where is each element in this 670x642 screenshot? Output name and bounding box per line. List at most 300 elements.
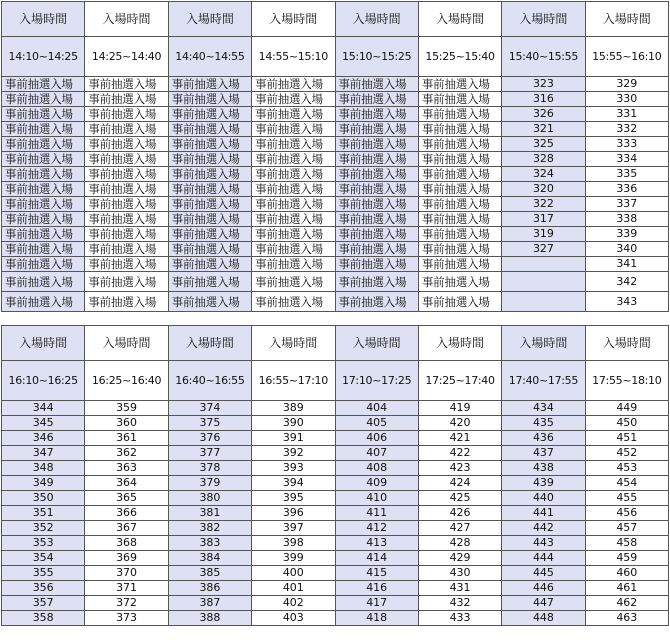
table-cell: 事前抽選入場 bbox=[252, 227, 335, 242]
table-cell: 384 bbox=[168, 551, 251, 566]
table-cell: 374 bbox=[168, 401, 251, 416]
table-row bbox=[2, 257, 669, 272]
table-cell: 事前抽選入場 bbox=[85, 152, 168, 167]
table-cell: 事前抽選入場 bbox=[252, 137, 335, 152]
table-cell: 458 bbox=[585, 536, 668, 551]
table-cell: 369 bbox=[85, 551, 168, 566]
header-row bbox=[2, 326, 669, 361]
table-cell: 418 bbox=[335, 611, 418, 626]
table-cell: 454 bbox=[585, 476, 668, 491]
table-cell: 371 bbox=[85, 581, 168, 596]
table-cell: 322 bbox=[502, 197, 585, 212]
table-cell: 事前抽選入場 bbox=[2, 272, 85, 292]
table-cell: 407 bbox=[335, 446, 418, 461]
table-cell: 364 bbox=[85, 476, 168, 491]
table-cell: 367 bbox=[85, 521, 168, 536]
table-cell: 346 bbox=[2, 431, 85, 446]
table-cell: 400 bbox=[252, 566, 335, 581]
table-cell: 427 bbox=[418, 521, 501, 536]
table-row bbox=[2, 152, 669, 167]
table-cell: 415 bbox=[335, 566, 418, 581]
header-row bbox=[2, 2, 669, 37]
table-row bbox=[2, 536, 669, 551]
table-row bbox=[2, 416, 669, 431]
table-row bbox=[2, 611, 669, 626]
table-cell: 375 bbox=[168, 416, 251, 431]
table-cell: 事前抽選入場 bbox=[252, 92, 335, 107]
table-cell: 事前抽選入場 bbox=[2, 122, 85, 137]
table-cell: 事前抽選入場 bbox=[335, 107, 418, 122]
table-cell: 425 bbox=[418, 491, 501, 506]
table-cell: 432 bbox=[418, 596, 501, 611]
table-cell: 383 bbox=[168, 536, 251, 551]
table-cell: 事前抽選入場 bbox=[335, 152, 418, 167]
table-cell: 事前抽選入場 bbox=[335, 227, 418, 242]
table-cell: 354 bbox=[2, 551, 85, 566]
table-cell: 事前抽選入場 bbox=[2, 107, 85, 122]
table-cell: 390 bbox=[252, 416, 335, 431]
table-cell: 事前抽選入場 bbox=[168, 92, 251, 107]
table-cell: 395 bbox=[252, 491, 335, 506]
table-cell: 330 bbox=[585, 92, 668, 107]
table-cell: 389 bbox=[252, 401, 335, 416]
table-cell: 403 bbox=[252, 611, 335, 626]
table-cell: 事前抽選入場 bbox=[85, 197, 168, 212]
table-cell: 事前抽選入場 bbox=[85, 227, 168, 242]
table-cell: 349 bbox=[2, 476, 85, 491]
time-slot: 14:40~14:55 bbox=[168, 37, 251, 77]
time-slot: 15:10~15:25 bbox=[335, 37, 418, 77]
table-cell: 事前抽選入場 bbox=[168, 257, 251, 272]
table-row bbox=[2, 212, 669, 227]
table-cell: 事前抽選入場 bbox=[335, 212, 418, 227]
table-cell: 事前抽選入場 bbox=[85, 257, 168, 272]
table-cell: 事前抽選入場 bbox=[168, 137, 251, 152]
table-cell: 事前抽選入場 bbox=[418, 167, 501, 182]
table-cell bbox=[502, 272, 585, 292]
table-cell: 461 bbox=[585, 581, 668, 596]
table-row bbox=[2, 401, 669, 416]
table-row bbox=[2, 596, 669, 611]
table-cell: 453 bbox=[585, 461, 668, 476]
time-slot: 17:40~17:55 bbox=[502, 361, 585, 401]
table-cell: 事前抽選入場 bbox=[252, 242, 335, 257]
table-cell: 379 bbox=[168, 476, 251, 491]
table-cell: 429 bbox=[418, 551, 501, 566]
table-cell: 430 bbox=[418, 566, 501, 581]
table-row bbox=[2, 292, 669, 312]
table-cell: 348 bbox=[2, 461, 85, 476]
table-cell: 事前抽選入場 bbox=[335, 242, 418, 257]
table-cell: 428 bbox=[418, 536, 501, 551]
table-cell: 事前抽選入場 bbox=[252, 197, 335, 212]
table-cell: 378 bbox=[168, 461, 251, 476]
table-cell: 事前抽選入場 bbox=[85, 212, 168, 227]
table-cell: 事前抽選入場 bbox=[418, 227, 501, 242]
schedule-table-1 bbox=[1, 1, 669, 312]
table-cell: 事前抽選入場 bbox=[418, 182, 501, 197]
table-cell: 事前抽選入場 bbox=[2, 92, 85, 107]
table-cell: 325 bbox=[502, 137, 585, 152]
table-cell: 451 bbox=[585, 431, 668, 446]
table-cell: 443 bbox=[502, 536, 585, 551]
table-cell: 事前抽選入場 bbox=[168, 152, 251, 167]
table-cell: 353 bbox=[2, 536, 85, 551]
table-cell: 437 bbox=[502, 446, 585, 461]
table-cell: 335 bbox=[585, 167, 668, 182]
column-header: 入場時間 bbox=[418, 326, 501, 361]
table-cell: 320 bbox=[502, 182, 585, 197]
table-cell: 414 bbox=[335, 551, 418, 566]
table-cell: 事前抽選入場 bbox=[335, 182, 418, 197]
table-cell: 393 bbox=[252, 461, 335, 476]
table-cell: 327 bbox=[502, 242, 585, 257]
table-cell: 事前抽選入場 bbox=[418, 137, 501, 152]
time-slot: 17:25~17:40 bbox=[418, 361, 501, 401]
table-cell: 436 bbox=[502, 431, 585, 446]
table-row bbox=[2, 491, 669, 506]
table-cell: 317 bbox=[502, 212, 585, 227]
table-cell: 331 bbox=[585, 107, 668, 122]
table-cell: 442 bbox=[502, 521, 585, 536]
time-slot: 14:25~14:40 bbox=[85, 37, 168, 77]
table-cell: 373 bbox=[85, 611, 168, 626]
column-header: 入場時間 bbox=[335, 2, 418, 37]
table-cell: 事前抽選入場 bbox=[168, 212, 251, 227]
table-cell: 435 bbox=[502, 416, 585, 431]
table-cell: 402 bbox=[252, 596, 335, 611]
table-cell: 事前抽選入場 bbox=[2, 167, 85, 182]
table-cell: 426 bbox=[418, 506, 501, 521]
table-cell: 事前抽選入場 bbox=[85, 182, 168, 197]
table-cell: 342 bbox=[585, 272, 668, 292]
time-slot: 15:40~15:55 bbox=[502, 37, 585, 77]
table-cell: 事前抽選入場 bbox=[85, 137, 168, 152]
table-cell: 336 bbox=[585, 182, 668, 197]
table-cell: 416 bbox=[335, 581, 418, 596]
table-cell: 事前抽選入場 bbox=[168, 242, 251, 257]
time-slot: 16:10~16:25 bbox=[2, 361, 85, 401]
table-cell: 337 bbox=[585, 197, 668, 212]
table-row bbox=[2, 446, 669, 461]
table-cell: 388 bbox=[168, 611, 251, 626]
table-cell: 事前抽選入場 bbox=[168, 292, 251, 312]
table-cell: 376 bbox=[168, 431, 251, 446]
table-cell: 事前抽選入場 bbox=[2, 197, 85, 212]
time-slot: 17:10~17:25 bbox=[335, 361, 418, 401]
table-cell: 事前抽選入場 bbox=[85, 242, 168, 257]
table-cell: 333 bbox=[585, 137, 668, 152]
column-header: 入場時間 bbox=[418, 2, 501, 37]
column-header: 入場時間 bbox=[85, 2, 168, 37]
table-row bbox=[2, 242, 669, 257]
table-cell: 事前抽選入場 bbox=[85, 167, 168, 182]
table-cell: 事前抽選入場 bbox=[2, 152, 85, 167]
table-cell: 事前抽選入場 bbox=[252, 272, 335, 292]
column-header: 入場時間 bbox=[168, 2, 251, 37]
table-cell: 323 bbox=[502, 77, 585, 92]
table-cell: 345 bbox=[2, 416, 85, 431]
table-cell: 事前抽選入場 bbox=[252, 167, 335, 182]
column-header: 入場時間 bbox=[252, 326, 335, 361]
table-cell: 411 bbox=[335, 506, 418, 521]
schedule-table-2 bbox=[1, 325, 669, 626]
time-slot: 15:25~15:40 bbox=[418, 37, 501, 77]
table-cell: 397 bbox=[252, 521, 335, 536]
table-cell: 事前抽選入場 bbox=[335, 272, 418, 292]
table-cell: 351 bbox=[2, 506, 85, 521]
table-row bbox=[2, 506, 669, 521]
table-cell: 事前抽選入場 bbox=[418, 257, 501, 272]
table-cell: 事前抽選入場 bbox=[168, 77, 251, 92]
column-header: 入場時間 bbox=[502, 2, 585, 37]
table-cell: 334 bbox=[585, 152, 668, 167]
time-slot-row bbox=[2, 361, 669, 401]
table-cell: 424 bbox=[418, 476, 501, 491]
time-slot: 16:55~17:10 bbox=[252, 361, 335, 401]
table-cell: 事前抽選入場 bbox=[85, 77, 168, 92]
table-cell: 359 bbox=[85, 401, 168, 416]
table-cell: 事前抽選入場 bbox=[418, 122, 501, 137]
table-cell: 398 bbox=[252, 536, 335, 551]
table-cell: 事前抽選入場 bbox=[418, 242, 501, 257]
table-cell: 事前抽選入場 bbox=[418, 77, 501, 92]
column-header: 入場時間 bbox=[252, 2, 335, 37]
table-cell: 事前抽選入場 bbox=[168, 272, 251, 292]
table-cell: 事前抽選入場 bbox=[335, 167, 418, 182]
table-cell: 434 bbox=[502, 401, 585, 416]
table-cell: 事前抽選入場 bbox=[85, 292, 168, 312]
table-cell: 事前抽選入場 bbox=[418, 212, 501, 227]
column-header: 入場時間 bbox=[502, 326, 585, 361]
table-cell: 358 bbox=[2, 611, 85, 626]
table-cell: 455 bbox=[585, 491, 668, 506]
column-header: 入場時間 bbox=[585, 2, 668, 37]
table-cell: 396 bbox=[252, 506, 335, 521]
table-cell: 391 bbox=[252, 431, 335, 446]
table-cell: 事前抽選入場 bbox=[2, 292, 85, 312]
table-cell: 413 bbox=[335, 536, 418, 551]
table-cell: 463 bbox=[585, 611, 668, 626]
table-cell: 事前抽選入場 bbox=[418, 92, 501, 107]
table-cell: 445 bbox=[502, 566, 585, 581]
table-cell: 412 bbox=[335, 521, 418, 536]
table-cell: 392 bbox=[252, 446, 335, 461]
column-header: 入場時間 bbox=[335, 326, 418, 361]
table-cell: 事前抽選入場 bbox=[2, 212, 85, 227]
table-cell: 401 bbox=[252, 581, 335, 596]
table-cell: 事前抽選入場 bbox=[85, 92, 168, 107]
table-cell: 363 bbox=[85, 461, 168, 476]
table-cell: 459 bbox=[585, 551, 668, 566]
table-cell: 事前抽選入場 bbox=[335, 77, 418, 92]
table-cell: 339 bbox=[585, 227, 668, 242]
table-cell: 422 bbox=[418, 446, 501, 461]
time-slot: 16:40~16:55 bbox=[168, 361, 251, 401]
table-cell: 332 bbox=[585, 122, 668, 137]
time-slot: 14:10~14:25 bbox=[2, 37, 85, 77]
table-row bbox=[2, 77, 669, 92]
time-slot-row bbox=[2, 37, 669, 77]
table-cell: 440 bbox=[502, 491, 585, 506]
table-cell: 420 bbox=[418, 416, 501, 431]
table-cell: 423 bbox=[418, 461, 501, 476]
table-cell: 事前抽選入場 bbox=[252, 77, 335, 92]
table-cell: 352 bbox=[2, 521, 85, 536]
table-cell: 355 bbox=[2, 566, 85, 581]
table-cell: 329 bbox=[585, 77, 668, 92]
table-row bbox=[2, 461, 669, 476]
table-cell: 460 bbox=[585, 566, 668, 581]
table-cell: 事前抽選入場 bbox=[2, 77, 85, 92]
table-cell: 438 bbox=[502, 461, 585, 476]
table-cell bbox=[502, 292, 585, 312]
table-cell: 事前抽選入場 bbox=[418, 292, 501, 312]
table-cell: 448 bbox=[502, 611, 585, 626]
table-cell: 事前抽選入場 bbox=[85, 107, 168, 122]
table-cell: 399 bbox=[252, 551, 335, 566]
column-header: 入場時間 bbox=[2, 2, 85, 37]
table-cell: 341 bbox=[585, 257, 668, 272]
table-row bbox=[2, 521, 669, 536]
table-cell: 452 bbox=[585, 446, 668, 461]
table-cell: 343 bbox=[585, 292, 668, 312]
table-cell: 372 bbox=[85, 596, 168, 611]
table-row bbox=[2, 92, 669, 107]
table-cell: 事前抽選入場 bbox=[252, 122, 335, 137]
table-cell: 377 bbox=[168, 446, 251, 461]
table-cell: 事前抽選入場 bbox=[418, 272, 501, 292]
table-cell: 350 bbox=[2, 491, 85, 506]
table-row bbox=[2, 137, 669, 152]
table-cell: 360 bbox=[85, 416, 168, 431]
table-cell: 381 bbox=[168, 506, 251, 521]
table-cell: 365 bbox=[85, 491, 168, 506]
table-cell: 447 bbox=[502, 596, 585, 611]
table-cell: 事前抽選入場 bbox=[2, 182, 85, 197]
table-cell: 事前抽選入場 bbox=[168, 182, 251, 197]
table-cell: 324 bbox=[502, 167, 585, 182]
table-cell: 356 bbox=[2, 581, 85, 596]
table-row bbox=[2, 272, 669, 292]
table-row bbox=[2, 431, 669, 446]
table-cell: 326 bbox=[502, 107, 585, 122]
table-cell bbox=[502, 257, 585, 272]
table-cell: 385 bbox=[168, 566, 251, 581]
table-row bbox=[2, 581, 669, 596]
table-cell: 事前抽選入場 bbox=[168, 167, 251, 182]
table-cell: 457 bbox=[585, 521, 668, 536]
table-cell: 319 bbox=[502, 227, 585, 242]
table-cell: 事前抽選入場 bbox=[2, 257, 85, 272]
column-header: 入場時間 bbox=[168, 326, 251, 361]
table-cell: 362 bbox=[85, 446, 168, 461]
table-cell: 事前抽選入場 bbox=[85, 122, 168, 137]
time-slot: 14:55~15:10 bbox=[252, 37, 335, 77]
table-cell: 事前抽選入場 bbox=[252, 107, 335, 122]
table-cell: 404 bbox=[335, 401, 418, 416]
table-cell: 事前抽選入場 bbox=[168, 197, 251, 212]
table-cell: 事前抽選入場 bbox=[418, 107, 501, 122]
table-row bbox=[2, 227, 669, 242]
table-cell: 450 bbox=[585, 416, 668, 431]
table-cell: 421 bbox=[418, 431, 501, 446]
table-cell: 366 bbox=[85, 506, 168, 521]
table-row bbox=[2, 197, 669, 212]
table-cell: 事前抽選入場 bbox=[335, 197, 418, 212]
table-cell: 387 bbox=[168, 596, 251, 611]
table-row bbox=[2, 122, 669, 137]
table-cell: 事前抽選入場 bbox=[418, 152, 501, 167]
table-cell: 419 bbox=[418, 401, 501, 416]
table-cell: 405 bbox=[335, 416, 418, 431]
table-cell: 344 bbox=[2, 401, 85, 416]
table-cell: 328 bbox=[502, 152, 585, 167]
table-cell: 事前抽選入場 bbox=[335, 257, 418, 272]
table-cell: 386 bbox=[168, 581, 251, 596]
table-cell: 事前抽選入場 bbox=[2, 242, 85, 257]
table-row bbox=[2, 182, 669, 197]
table-cell: 事前抽選入場 bbox=[252, 182, 335, 197]
table-row bbox=[2, 476, 669, 491]
table-cell: 357 bbox=[2, 596, 85, 611]
table-cell: 事前抽選入場 bbox=[252, 152, 335, 167]
time-slot: 16:25~16:40 bbox=[85, 361, 168, 401]
table-cell: 368 bbox=[85, 536, 168, 551]
table-cell: 321 bbox=[502, 122, 585, 137]
table-cell: 事前抽選入場 bbox=[252, 212, 335, 227]
table-cell: 408 bbox=[335, 461, 418, 476]
time-slot: 17:55~18:10 bbox=[585, 361, 668, 401]
table-cell: 439 bbox=[502, 476, 585, 491]
table-cell: 事前抽選入場 bbox=[85, 272, 168, 292]
table-cell: 456 bbox=[585, 506, 668, 521]
table-row bbox=[2, 551, 669, 566]
table-cell: 事前抽選入場 bbox=[2, 227, 85, 242]
table-cell: 316 bbox=[502, 92, 585, 107]
table-cell: 事前抽選入場 bbox=[418, 197, 501, 212]
table-cell: 347 bbox=[2, 446, 85, 461]
table-cell: 事前抽選入場 bbox=[335, 137, 418, 152]
table-cell: 382 bbox=[168, 521, 251, 536]
table-cell: 事前抽選入場 bbox=[252, 292, 335, 312]
table-cell: 事前抽選入場 bbox=[168, 107, 251, 122]
table-row bbox=[2, 167, 669, 182]
time-slot: 15:55~16:10 bbox=[585, 37, 668, 77]
table-cell: 394 bbox=[252, 476, 335, 491]
table-cell: 409 bbox=[335, 476, 418, 491]
table-cell: 410 bbox=[335, 491, 418, 506]
table-cell: 事前抽選入場 bbox=[335, 92, 418, 107]
table-cell: 444 bbox=[502, 551, 585, 566]
table-cell: 449 bbox=[585, 401, 668, 416]
table-cell: 340 bbox=[585, 242, 668, 257]
table-row bbox=[2, 107, 669, 122]
table-cell: 事前抽選入場 bbox=[2, 137, 85, 152]
table-cell: 462 bbox=[585, 596, 668, 611]
table-cell: 事前抽選入場 bbox=[168, 227, 251, 242]
table-cell: 338 bbox=[585, 212, 668, 227]
table-cell: 441 bbox=[502, 506, 585, 521]
table-cell: 380 bbox=[168, 491, 251, 506]
column-header: 入場時間 bbox=[2, 326, 85, 361]
table-cell: 事前抽選入場 bbox=[335, 122, 418, 137]
table-row bbox=[2, 566, 669, 581]
table-cell: 433 bbox=[418, 611, 501, 626]
table-cell: 417 bbox=[335, 596, 418, 611]
column-header: 入場時間 bbox=[585, 326, 668, 361]
table-cell: 431 bbox=[418, 581, 501, 596]
